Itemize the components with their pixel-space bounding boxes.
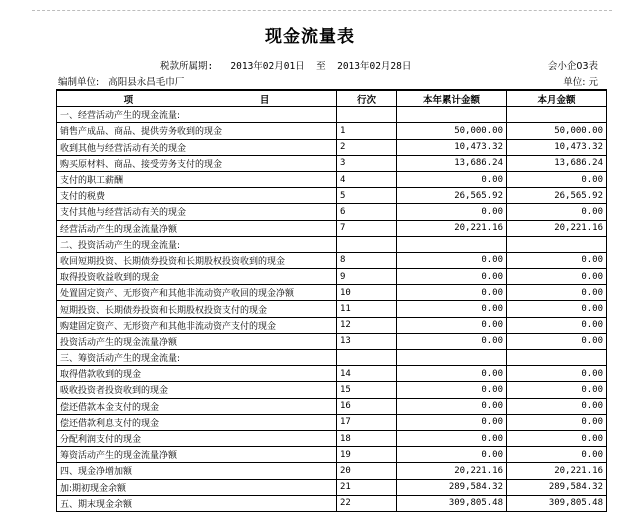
row-month-amount: 13,686.24 <box>507 155 607 171</box>
row-line-no: 16 <box>337 398 397 414</box>
row-item: 销售产成品、商品、提供劳务收到的现金 <box>57 123 337 139</box>
row-line-no: 7 <box>337 220 397 236</box>
row-line-no: 12 <box>337 317 397 333</box>
row-line-no: 20 <box>337 463 397 479</box>
reporting-unit <box>58 74 184 88</box>
unit-name: 高阳县永昌毛巾厂 <box>108 77 185 88</box>
row-line-no: 9 <box>337 269 397 285</box>
row-item: 五、期末现金余额 <box>57 495 337 511</box>
row-ytd-amount: 50,000.00 <box>397 123 507 139</box>
row-item: 支付的税费 <box>57 188 337 204</box>
row-line-no <box>337 236 397 252</box>
row-ytd-amount: 0.00 <box>397 430 507 446</box>
header-item-a: 项 <box>123 94 134 106</box>
row-line-no: 6 <box>337 204 397 220</box>
row-ytd-amount: 0.00 <box>397 269 507 285</box>
row-month-amount <box>507 107 607 123</box>
table-row <box>57 430 607 446</box>
row-ytd-amount: 0.00 <box>397 285 507 301</box>
table-row <box>57 285 607 301</box>
row-ytd-amount: 309,805.48 <box>397 495 507 511</box>
table-row <box>57 139 607 155</box>
period-end: 2013年02月28日 <box>337 61 412 72</box>
row-line-no: 11 <box>337 301 397 317</box>
table-row <box>57 269 607 285</box>
row-line-no: 22 <box>337 495 397 511</box>
table-row <box>57 366 607 382</box>
row-item: 偿还借款本金支付的现金 <box>57 398 337 414</box>
row-month-amount: 0.00 <box>507 171 607 187</box>
header-item <box>57 90 337 107</box>
row-line-no: 10 <box>337 285 397 301</box>
row-ytd-amount: 0.00 <box>397 398 507 414</box>
row-item: 收到其他与经营活动有关的现金 <box>57 139 337 155</box>
row-item: 取得投资收益收到的现金 <box>57 269 337 285</box>
row-item: 加:期初现金余额 <box>57 479 337 495</box>
row-ytd-amount: 20,221.16 <box>397 463 507 479</box>
row-month-amount: 0.00 <box>507 398 607 414</box>
row-month-amount: 309,805.48 <box>507 495 607 511</box>
row-ytd-amount: 0.00 <box>397 382 507 398</box>
header-item-b: 目 <box>259 94 270 106</box>
row-line-no <box>337 107 397 123</box>
tax-period <box>160 58 411 72</box>
row-month-amount: 0.00 <box>507 204 607 220</box>
row-item: 偿还借款利息支付的现金 <box>57 414 337 430</box>
cash-flow-table <box>56 89 607 512</box>
period-label: 税款所属期: <box>160 61 214 72</box>
header-ytd: 本年累计金额 <box>397 90 507 107</box>
table-row <box>57 350 607 366</box>
row-line-no: 17 <box>337 414 397 430</box>
table-row <box>57 479 607 495</box>
row-item: 一、经营活动产生的现金流量: <box>57 107 337 123</box>
row-line-no: 14 <box>337 366 397 382</box>
row-month-amount: 0.00 <box>507 366 607 382</box>
row-item: 支付的职工薪酬 <box>57 171 337 187</box>
table-row <box>57 463 607 479</box>
row-month-amount: 0.00 <box>507 285 607 301</box>
row-month-amount: 0.00 <box>507 414 607 430</box>
table-row <box>57 447 607 463</box>
row-item: 四、现金净增加额 <box>57 463 337 479</box>
row-month-amount: 0.00 <box>507 333 607 349</box>
row-ytd-amount: 0.00 <box>397 333 507 349</box>
unit-label: 编制单位: <box>58 77 100 88</box>
row-ytd-amount: 0.00 <box>397 171 507 187</box>
table-row <box>57 333 607 349</box>
currency-unit: 单位: 元 <box>563 77 598 88</box>
row-ytd-amount: 0.00 <box>397 301 507 317</box>
table-row <box>57 171 607 187</box>
row-item: 收回短期投资、长期债券投资和长期股权投资收到的现金 <box>57 252 337 268</box>
row-item: 分配利润支付的现金 <box>57 430 337 446</box>
row-month-amount: 0.00 <box>507 269 607 285</box>
row-month-amount: 20,221.16 <box>507 220 607 236</box>
header-line: 行次 <box>337 90 397 107</box>
period-start: 2013年02月01日 <box>230 61 305 72</box>
row-month-amount: 289,584.32 <box>507 479 607 495</box>
row-line-no: 3 <box>337 155 397 171</box>
row-ytd-amount: 0.00 <box>397 204 507 220</box>
table-row <box>57 382 607 398</box>
row-month-amount: 0.00 <box>507 430 607 446</box>
row-ytd-amount: 0.00 <box>397 366 507 382</box>
row-line-no: 2 <box>337 139 397 155</box>
row-item: 二、投资活动产生的现金流量: <box>57 236 337 252</box>
table-row <box>57 495 607 511</box>
row-month-amount: 50,000.00 <box>507 123 607 139</box>
row-ytd-amount <box>397 350 507 366</box>
row-ytd-amount: 0.00 <box>397 252 507 268</box>
table-row <box>57 123 607 139</box>
row-line-no: 18 <box>337 430 397 446</box>
row-line-no: 13 <box>337 333 397 349</box>
table-row <box>57 204 607 220</box>
table-row <box>57 155 607 171</box>
row-month-amount: 0.00 <box>507 447 607 463</box>
row-line-no: 1 <box>337 123 397 139</box>
period-separator: 至 <box>316 61 326 72</box>
table-row <box>57 107 607 123</box>
table-row <box>57 301 607 317</box>
row-ytd-amount: 0.00 <box>397 317 507 333</box>
row-ytd-amount: 20,221.16 <box>397 220 507 236</box>
row-ytd-amount: 13,686.24 <box>397 155 507 171</box>
header-month: 本月金额 <box>507 90 607 107</box>
table-header-row <box>57 90 607 107</box>
row-month-amount: 26,565.92 <box>507 188 607 204</box>
table-row <box>57 398 607 414</box>
row-month-amount: 20,221.16 <box>507 463 607 479</box>
row-item: 购买原材料、商品、接受劳务支付的现金 <box>57 155 337 171</box>
row-ytd-amount <box>397 236 507 252</box>
row-item: 购建固定资产、无形资产和其他非流动资产支付的现金 <box>57 317 337 333</box>
row-line-no: 15 <box>337 382 397 398</box>
row-item: 投资活动产生的现金流量净额 <box>57 333 337 349</box>
row-line-no: 4 <box>337 171 397 187</box>
row-month-amount: 0.00 <box>507 382 607 398</box>
row-month-amount: 0.00 <box>507 301 607 317</box>
row-ytd-amount: 26,565.92 <box>397 188 507 204</box>
row-ytd-amount <box>397 107 507 123</box>
row-line-no: 19 <box>337 447 397 463</box>
page-top-rule <box>32 10 612 11</box>
row-item: 短期投资、长期债券投资和长期股权投资支付的现金 <box>57 301 337 317</box>
table-row <box>57 220 607 236</box>
row-item: 吸收投资者投资收到的现金 <box>57 382 337 398</box>
report-title: 现金流量表 <box>265 27 355 47</box>
row-line-no: 21 <box>337 479 397 495</box>
row-line-no: 8 <box>337 252 397 268</box>
row-month-amount: 0.00 <box>507 317 607 333</box>
row-month-amount: 0.00 <box>507 252 607 268</box>
row-month-amount: 10,473.32 <box>507 139 607 155</box>
row-ytd-amount: 0.00 <box>397 447 507 463</box>
row-item: 筹资活动产生的现金流量净额 <box>57 447 337 463</box>
row-ytd-amount: 289,584.32 <box>397 479 507 495</box>
row-item: 支付其他与经营活动有关的现金 <box>57 204 337 220</box>
row-item: 经营活动产生的现金流量净额 <box>57 220 337 236</box>
table-row <box>57 252 607 268</box>
table-row <box>57 236 607 252</box>
table-body <box>57 107 607 512</box>
row-ytd-amount: 0.00 <box>397 414 507 430</box>
row-item: 处置固定资产、无形资产和其他非流动资产收回的现金净额 <box>57 285 337 301</box>
table-row <box>57 317 607 333</box>
row-item: 三、筹资活动产生的现金流量: <box>57 350 337 366</box>
row-month-amount <box>507 236 607 252</box>
row-line-no <box>337 350 397 366</box>
table-row <box>57 414 607 430</box>
row-line-no: 5 <box>337 188 397 204</box>
row-ytd-amount: 10,473.32 <box>397 139 507 155</box>
row-item: 取得借款收到的现金 <box>57 366 337 382</box>
table-row <box>57 188 607 204</box>
form-number: 会小企03表 <box>547 61 598 72</box>
row-month-amount <box>507 350 607 366</box>
